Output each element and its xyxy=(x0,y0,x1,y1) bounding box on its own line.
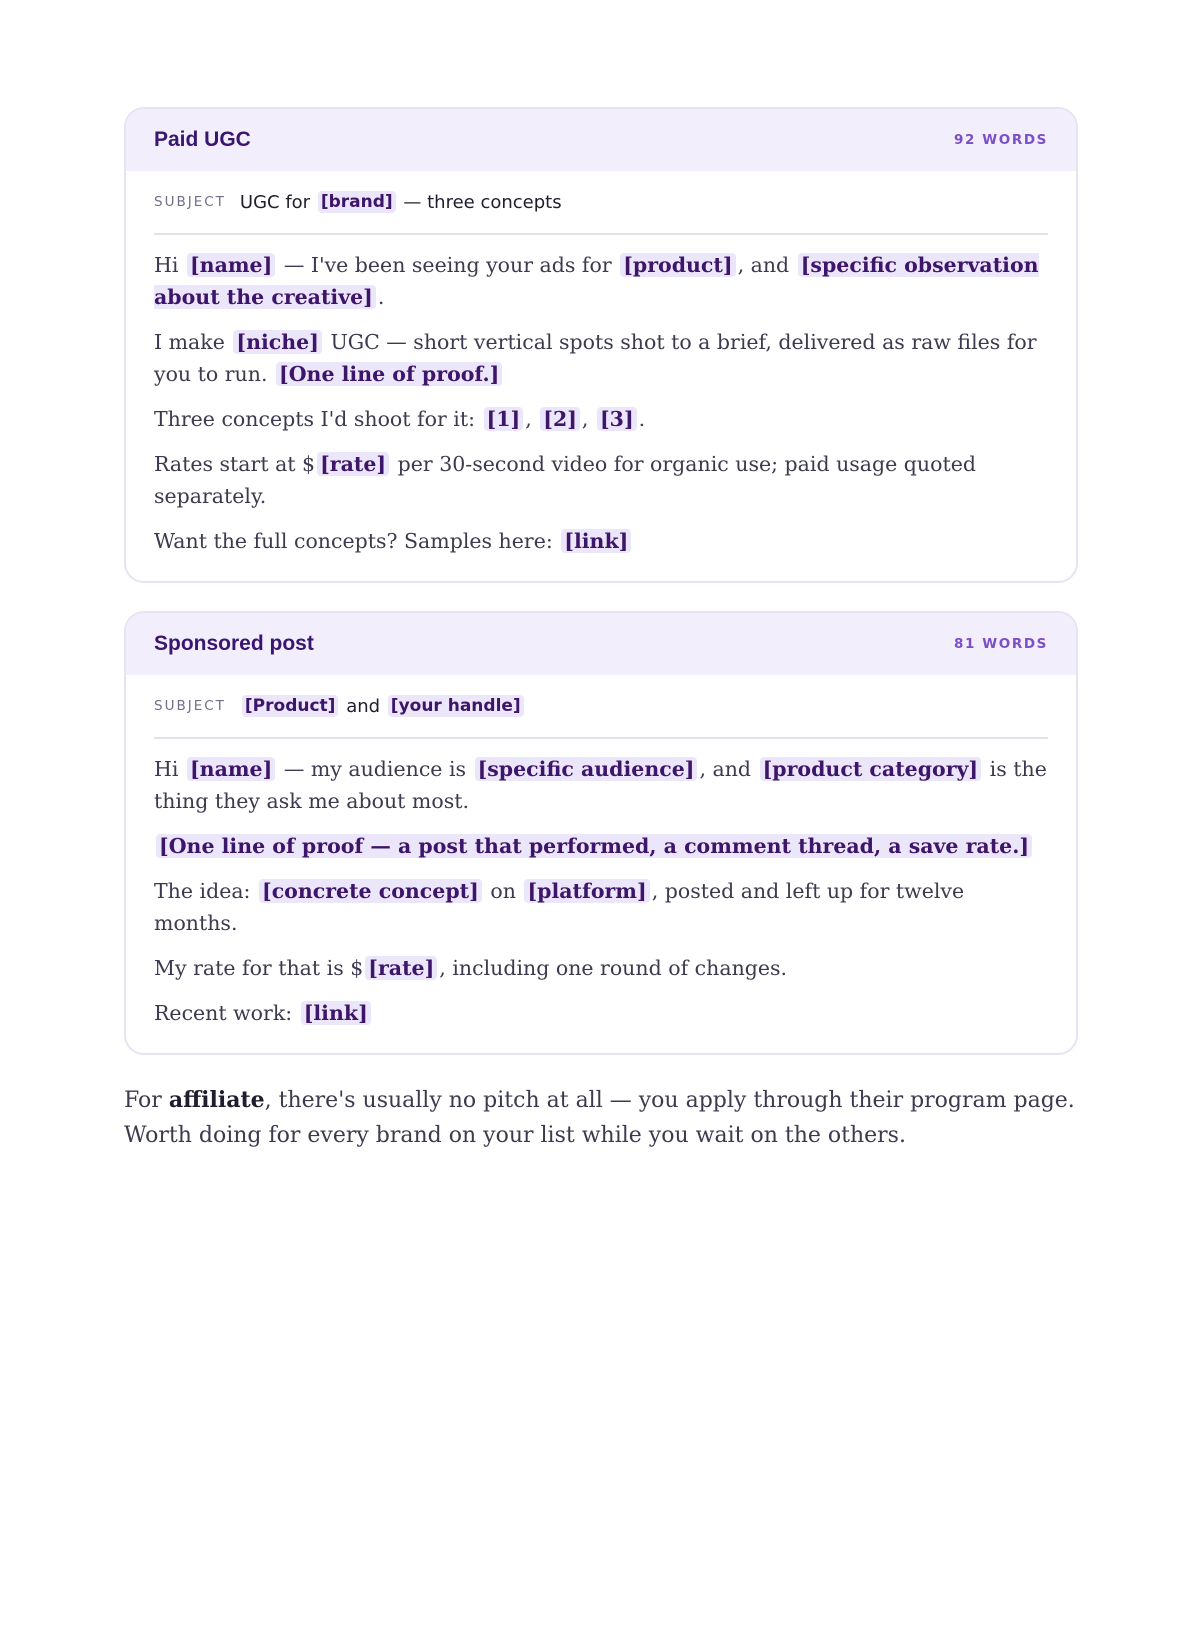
card-body xyxy=(126,171,1076,581)
subject-line xyxy=(154,675,1048,739)
placeholder: [Product] xyxy=(242,695,339,717)
placeholder: [concrete concept] xyxy=(259,879,482,903)
body-text: per 30-second video for organic use; paid usage quoted separately. xyxy=(154,452,976,508)
body-text: , posted and left up for twelve months. xyxy=(154,879,965,935)
email-paragraph xyxy=(154,875,1048,939)
subject-text: and xyxy=(346,695,381,717)
word-count: 81 WORDS xyxy=(954,636,1048,652)
placeholder: [specific observation about the creative] xyxy=(154,253,1039,309)
body-text: Want the full concepts? Samples here: xyxy=(154,529,553,553)
placeholder: [link] xyxy=(301,1001,371,1025)
email-paragraph xyxy=(154,403,1048,435)
body-text: . xyxy=(638,407,646,431)
body-text: Hi xyxy=(154,253,179,277)
body-text: , and xyxy=(737,253,790,277)
template-card-sponsored-post xyxy=(124,611,1078,1055)
card-header xyxy=(126,613,1076,675)
placeholder: [link] xyxy=(561,529,631,553)
body-text: , xyxy=(525,407,532,431)
body-text: , there's usually no pitch at all — you apply through their program page. Worth doing for every brand on your list while you wait on the others. xyxy=(124,1088,1075,1148)
body-text: My rate for that is $ xyxy=(154,956,364,980)
email-paragraph xyxy=(154,997,1048,1029)
body-text: is the thing they ask me about most. xyxy=(154,757,1047,813)
placeholder: [your handle] xyxy=(388,695,524,717)
body-text: , and xyxy=(699,757,752,781)
body-text: Hi xyxy=(154,757,179,781)
body-text: Rates start at $ xyxy=(154,452,316,476)
body-text: Three concepts I'd shoot for it: xyxy=(154,407,475,431)
placeholder: [brand] xyxy=(318,191,396,213)
placeholder: [name] xyxy=(187,757,275,781)
placeholder: [specific audience] xyxy=(475,757,698,781)
word-count: 92 WORDS xyxy=(954,132,1048,148)
email-paragraph xyxy=(154,448,1048,512)
card-title: Paid UGC xyxy=(154,128,251,151)
body-text: The idea: xyxy=(154,879,251,903)
placeholder: [3] xyxy=(597,407,637,431)
email-paragraph xyxy=(154,525,1048,557)
page xyxy=(124,107,1078,1153)
subject-text: UGC for xyxy=(239,191,311,213)
placeholder: [niche] xyxy=(233,330,322,354)
body-text: — my audience is xyxy=(283,757,467,781)
body-text: , including one round of changes. xyxy=(439,956,788,980)
affiliate-note xyxy=(124,1083,1078,1153)
placeholder: [name] xyxy=(187,253,275,277)
placeholder: [product] xyxy=(620,253,735,277)
body-text: For xyxy=(124,1088,162,1113)
body-text: on xyxy=(490,879,516,903)
email-paragraph xyxy=(154,249,1048,313)
affiliate-term: affiliate xyxy=(168,1087,265,1113)
placeholder: [One line of proof.] xyxy=(276,362,502,386)
subject-line xyxy=(154,171,1048,235)
body-text: , xyxy=(581,407,589,431)
card-title: Sponsored post xyxy=(154,632,314,655)
body-text: Recent work: xyxy=(154,1001,293,1025)
card-body xyxy=(126,675,1076,1053)
email-paragraph xyxy=(154,952,1048,984)
body-text: I make xyxy=(154,330,225,354)
body-text: . xyxy=(377,285,385,309)
email-paragraph xyxy=(154,326,1048,390)
placeholder: [1] xyxy=(484,407,524,431)
body-text: UGC — short vertical spots shot to a brief, delivered as raw files for you to run. xyxy=(154,330,1037,386)
placeholder: [product category] xyxy=(760,757,982,781)
template-card-paid-ugc xyxy=(124,107,1078,583)
body-text: — I've been seeing your ads for xyxy=(283,253,612,277)
placeholder: [rate] xyxy=(317,452,389,476)
email-paragraph xyxy=(154,753,1048,817)
placeholder: [platform] xyxy=(524,879,649,903)
card-header xyxy=(126,109,1076,171)
subject-text: — three concepts xyxy=(403,191,562,213)
subject-label: SUBJECT xyxy=(154,698,226,714)
placeholder: [One line of proof — a post that performed, a comment thread, a save rate.] xyxy=(156,834,1032,858)
placeholder: [2] xyxy=(540,407,580,431)
subject-label: SUBJECT xyxy=(154,194,226,210)
placeholder: [rate] xyxy=(365,956,437,980)
email-paragraph xyxy=(154,830,1048,862)
